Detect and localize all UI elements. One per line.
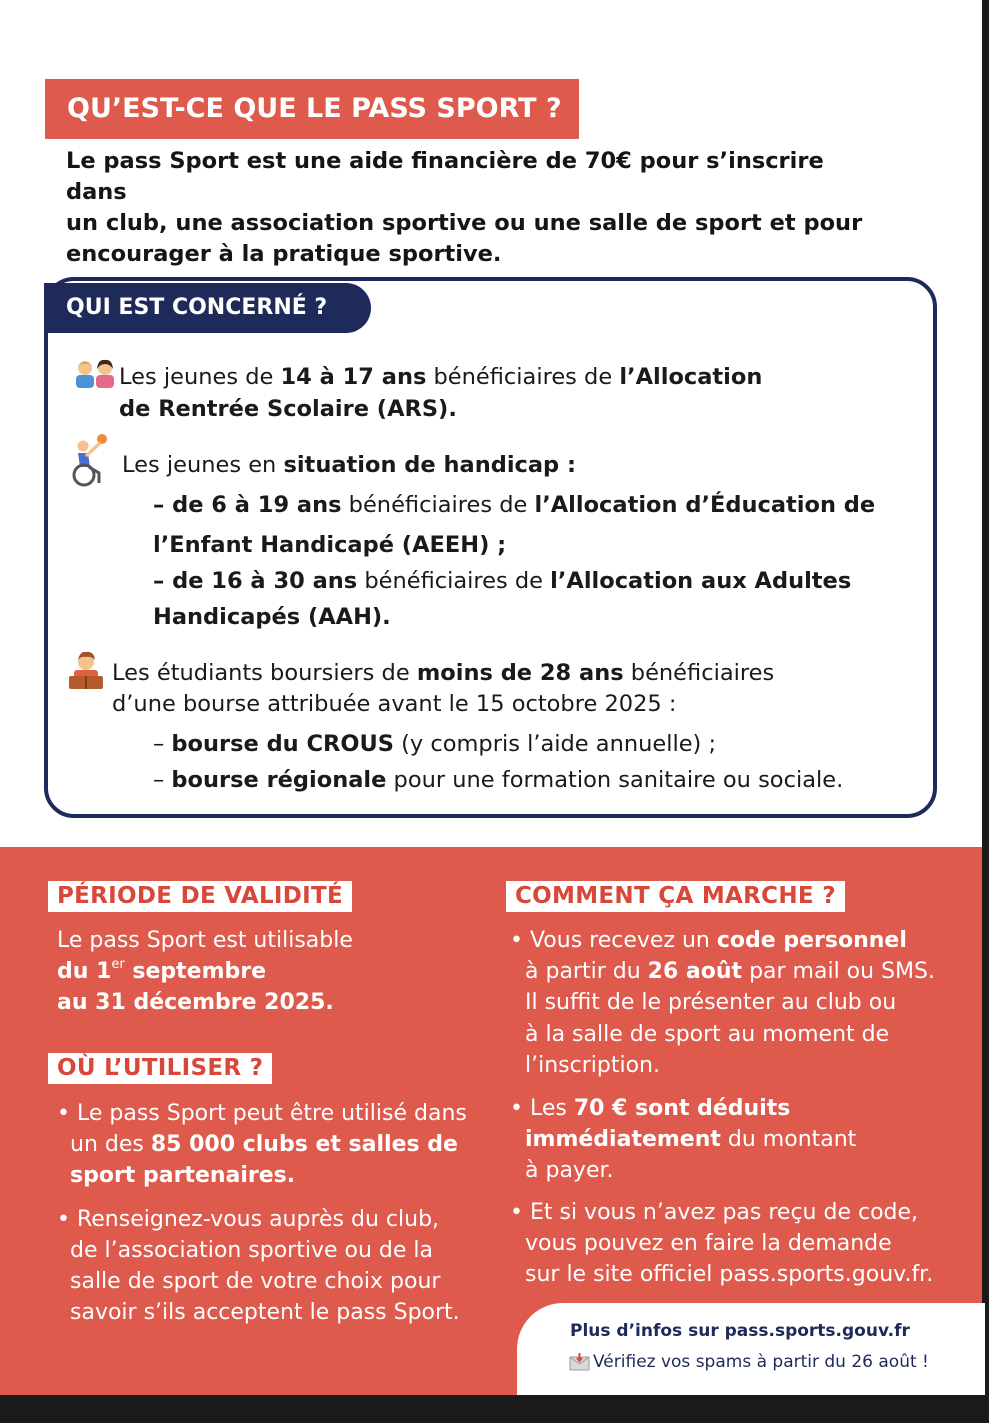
- who-concerned-title: QUI EST CONCERNÉ ?: [44, 283, 371, 333]
- page-edge-right: [982, 0, 989, 1423]
- how-bullet1-line3: Il suffit de le présenter au club ou: [525, 990, 897, 1015]
- more-info-box: [517, 1303, 985, 1395]
- group2-sub1: – de 6 à 19 ans bénéficiaires de l’Allocation d’Éducation de: [153, 492, 876, 518]
- where-title: OÙ L’UTILISER ?: [48, 1053, 272, 1084]
- group3-bullet1: – bourse du CROUS (y compris l’aide annuelle) ;: [153, 731, 717, 757]
- where-bullet2-line: salle de sport de votre choix pour: [70, 1269, 441, 1294]
- group3-line1: Les étudiants boursiers de moins de 28 ans bénéficiaires: [112, 660, 775, 686]
- group2-sub2: – de 16 à 30 ans bénéficiaires de l’Allocation aux Adultes: [153, 568, 852, 594]
- where-bullet2-line: savoir s’ils acceptent le pass Sport.: [70, 1300, 460, 1325]
- what-is-title: QU’EST-CE QUE LE PASS SPORT ?: [45, 79, 579, 139]
- group3-line2: d’une bourse attribuée avant le 15 octobre 2025 :: [112, 691, 677, 717]
- how-bullet2-line3: à payer.: [525, 1158, 614, 1183]
- how-bullet3-line: • Et si vous n’avez pas reçu de code,: [510, 1200, 919, 1225]
- group1-line1: Les jeunes de 14 à 17 ans bénéficiaires de l’Allocation: [119, 364, 763, 390]
- spam-reminder: Vérifiez vos spams à partir du 26 août !: [593, 1352, 929, 1372]
- where-bullet2-line: de l’association sportive ou de la: [70, 1238, 433, 1263]
- wheelchair-athlete-icon: [69, 433, 109, 487]
- how-bullet3-line: vous pouvez en faire la demande: [525, 1231, 892, 1256]
- intro-paragraph: [66, 146, 866, 270]
- where-bullet1-line3: sport partenaires.: [70, 1163, 296, 1188]
- intro-line: un club, une association sportive ou une salle de sport et pour: [66, 210, 863, 236]
- group3-bullet2: – bourse régionale pour une formation sanitaire ou sociale.: [153, 767, 844, 793]
- how-title: COMMENT ÇA MARCHE ?: [506, 881, 845, 912]
- validity-line2: du 1er septembre: [57, 957, 267, 984]
- children-icon: [72, 359, 118, 389]
- validity-line1: Le pass Sport est utilisable: [57, 928, 353, 953]
- mail-icon: [569, 1353, 590, 1371]
- intro-line: Le pass Sport est une aide financière de 70€ pour s’inscrire dans: [66, 148, 824, 205]
- where-bullet2-line: • Renseignez-vous auprès du club,: [57, 1207, 440, 1232]
- more-info-link[interactable]: Plus d’infos sur pass.sports.gouv.fr: [570, 1321, 910, 1341]
- page-edge-bottom: [0, 1395, 989, 1423]
- validity-title: PÉRIODE DE VALIDITÉ: [48, 881, 352, 912]
- intro-line: encourager à la pratique sportive.: [66, 241, 502, 267]
- group2-heading: Les jeunes en situation de handicap :: [122, 452, 576, 478]
- validity-line3: au 31 décembre 2025.: [57, 990, 334, 1015]
- group2-sub1-cont: l’Enfant Handicapé (AEEH) ;: [153, 532, 507, 558]
- where-bullet1-line1: • Le pass Sport peut être utilisé dans: [57, 1101, 467, 1126]
- how-bullet2-line1: • Les 70 € sont déduits: [510, 1096, 791, 1121]
- where-bullet1-line2: un des 85 000 clubs et salles de: [70, 1132, 458, 1157]
- how-bullet1-line4: à la salle de sport au moment de: [525, 1022, 890, 1047]
- how-bullet2-line2: immédiatement du montant: [525, 1127, 857, 1152]
- student-reading-icon: [65, 651, 107, 691]
- group1-line2: de Rentrée Scolaire (ARS).: [119, 396, 457, 422]
- how-bullet1-line5: l’inscription.: [525, 1053, 660, 1078]
- how-bullet1-line1: • Vous recevez un code personnel: [510, 928, 907, 953]
- group2-sub2-cont: Handicapés (AAH).: [153, 604, 391, 630]
- how-bullet1-line2: à partir du 26 août par mail ou SMS.: [525, 959, 935, 984]
- how-bullet3-line: sur le site officiel pass.sports.gouv.fr.: [525, 1262, 934, 1287]
